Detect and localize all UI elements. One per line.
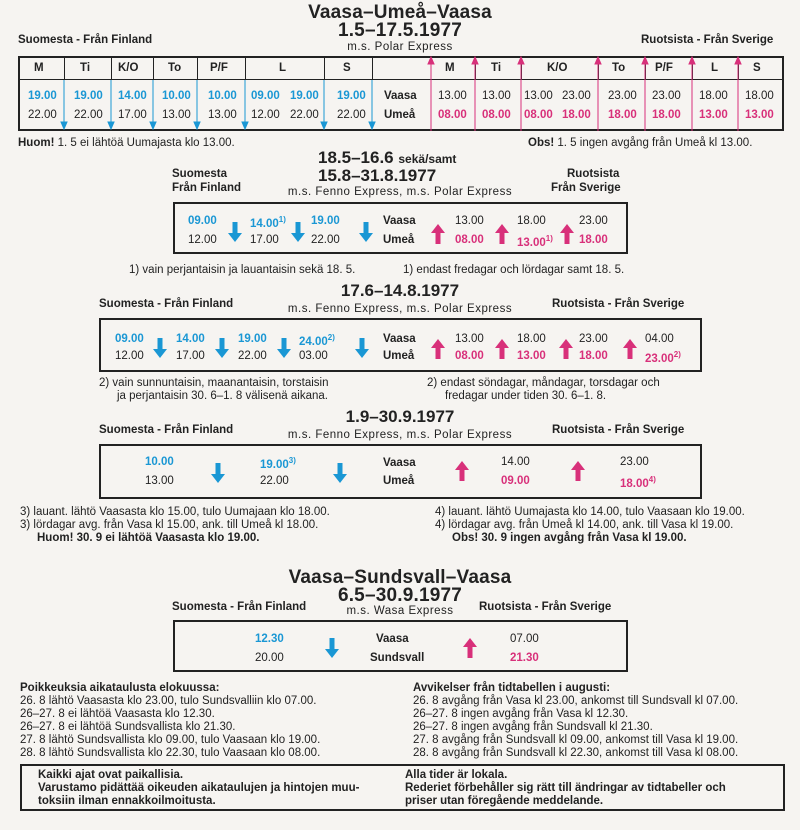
route1-ship: m.s. Polar Express — [347, 41, 453, 53]
fi-arr-umea: 13.00 — [208, 109, 237, 121]
footer-fi-1: Kaikki ajat ovat paikallisia. — [38, 769, 184, 781]
sv-dep-umea: 08.00 — [438, 109, 467, 121]
exceptions-fi-head: Poikkeuksia aikataulusta elokuussa: — [20, 682, 220, 694]
station-umea: Umeå — [384, 109, 416, 121]
arrow-up-icon — [495, 224, 509, 244]
period2-from-sv-2: Från Sverige — [551, 182, 621, 194]
footer-sv-2: Rederiet förbehåller sig rätt till ändringar av tidtabeller och — [405, 782, 726, 794]
sv-dep-umea: 08.00 — [524, 109, 553, 121]
arrow-up-icon — [623, 339, 637, 359]
p3-fi-umea: 03.00 — [299, 350, 328, 362]
station-vaasa: Vaasa — [376, 633, 409, 645]
station-umea: Umeå — [383, 475, 415, 487]
arrow-up-icon — [455, 461, 469, 481]
fi-arr-umea: 22.00 — [28, 109, 57, 121]
arrow-down-icon — [153, 338, 167, 358]
day-header: S — [343, 62, 351, 74]
arrow-down-icon — [277, 338, 291, 358]
arrow-up-icon — [463, 638, 477, 658]
sv-dep-umea: 13.00 — [699, 109, 728, 121]
fi-arr-umea: 22.00 — [337, 109, 366, 121]
sv-arr-vaasa: 18.00 — [745, 90, 774, 102]
r2-sv-dep: 21.30 — [510, 652, 539, 664]
period4-foot-sv-3: Obs! 30. 9 ingen avgång från Vasa kl 19.00. — [452, 532, 687, 544]
p2-fi-vaasa: 14.00$^{1)}$ — [250, 215, 286, 230]
period2-title-dates: 18.5–16.6 — [318, 148, 394, 167]
period4-foot-fi-3: Huom! 30. 9 ei lähtöä Vaasasta klo 19.00. — [37, 532, 260, 544]
fi-arr-umea: 12.00 — [251, 109, 280, 121]
period2-title-suffix: sekä/samt — [398, 152, 457, 166]
p4-sv-umea: 09.00 — [501, 475, 530, 487]
p3-sv-umea: 18.00 — [579, 350, 608, 362]
period4-from-sweden: Ruotsista - Från Sverige — [552, 424, 685, 436]
p2-fi-vaasa: 19.00 — [311, 215, 340, 227]
p4-fi-vaasa: 10.00 — [145, 456, 174, 468]
r2-fi-dep: 12.30 — [255, 633, 284, 645]
route1-from-finland: Suomesta - Från Finland — [18, 34, 153, 46]
sv-arr-vaasa: 23.00 — [608, 90, 637, 102]
day-header: M — [34, 62, 44, 74]
p2-fi-umea: 17.00 — [250, 234, 279, 246]
route2-ship: m.s. Wasa Express — [346, 605, 454, 617]
exceptions-sv-line: 26. 8 avgång från Vasa kl 23.00, ankomst till Sundsvall kl 07.00. — [413, 695, 739, 707]
route2-from-sweden: Ruotsista - Från Sverige — [479, 601, 612, 613]
p2-fi-umea: 12.00 — [188, 234, 217, 246]
p2-sv-umea: 13.00$^{1)}$ — [517, 234, 553, 249]
exceptions-sv-line: 28. 8 avgång från Sundsvall kl 22.30, ankomst till Vasa kl 08.00. — [413, 747, 739, 759]
exceptions-sv-line: 26–27. 8 ingen avgång från Vasa kl 12.30. — [413, 708, 629, 720]
period4-foot-sv-2: 4) lördagar avg. från Umeå kl 14.00, ank. till Vasa kl 19.00. — [435, 519, 734, 531]
arrow-up-icon — [431, 339, 445, 359]
period3-title: 17.6–14.8.1977 — [340, 281, 460, 300]
period3-ship: m.s. Fenno Express, m.s. Polar Express — [287, 303, 513, 315]
period4-ship: m.s. Fenno Express, m.s. Polar Express — [287, 429, 513, 441]
p3-fi-umea: 12.00 — [115, 350, 144, 362]
station-umea: Umeå — [383, 350, 415, 362]
period4-foot-fi-2: 3) lördagar avg. från Vasa kl 15.00, ank. till Umeå kl 18.00. — [20, 519, 319, 531]
route2-from-finland: Suomesta - Från Finland — [172, 601, 307, 613]
route2-title: Vaasa–Sundsvall–Vaasa — [288, 567, 512, 588]
footer-fi-3: toksiin ilman ennakkoilmoitusta. — [38, 795, 216, 807]
fi-dep-vaasa: 14.00 — [118, 90, 147, 102]
period2-from-fi-1: Suomesta — [172, 168, 227, 180]
exceptions-sv-head: Avvikelser från tidtabellen i augusti: — [413, 682, 611, 694]
p2-sv-vaasa: 23.00 — [579, 215, 608, 227]
exceptions-fi-line: 27. 8 lähtö Sundsvallista klo 09.00, tulo Vaasaan klo 19.00. — [20, 734, 321, 746]
arrow-down-icon — [211, 463, 225, 483]
day-header: L — [279, 62, 287, 74]
period3-foot-sv-1: 2) endast söndagar, måndagar, torsdagar och — [427, 377, 660, 389]
day-header: P/F — [210, 62, 228, 74]
p4-sv-umea: 18.00$^{4)}$ — [620, 475, 656, 490]
p4-fi-vaasa: 19.00$^{3)}$ — [260, 456, 296, 471]
day-header: P/F — [655, 62, 673, 74]
sv-dep-umea: 18.00 — [562, 109, 591, 121]
footer-sv-3: priser utan föregående meddelande. — [405, 795, 604, 807]
sv-dep-umea: 18.00 — [608, 109, 637, 121]
period2-ship: m.s. Fenno Express, m.s. Polar Express — [287, 186, 513, 198]
p2-sv-vaasa: 18.00 — [517, 215, 546, 227]
period3-foot-fi-1: 2) vain sunnuntaisin, maanantaisin, torstaisin — [99, 377, 329, 389]
sv-arr-vaasa: 13.00 — [482, 90, 511, 102]
footer-sv-1: Alla tider är lokala. — [405, 769, 508, 781]
fi-dep-vaasa: 10.00 — [208, 90, 237, 102]
sv-arr-vaasa: 23.00 — [562, 90, 591, 102]
fi-arr-umea: 13.00 — [162, 109, 191, 121]
period4-title: 1.9–30.9.1977 — [345, 407, 455, 426]
route1-period: 1.5–17.5.1977 — [337, 20, 463, 41]
p4-sv-vaasa: 23.00 — [620, 456, 649, 468]
period3-from-sweden: Ruotsista - Från Sverige — [552, 298, 685, 310]
p2-fi-vaasa: 09.00 — [188, 215, 217, 227]
sv-arr-vaasa: 23.00 — [652, 90, 681, 102]
exceptions-fi-line: 28. 8 lähtö Sundsvallista klo 22.30, tulo Vaasaan klo 08.00. — [20, 747, 321, 759]
p2-fi-umea: 22.00 — [311, 234, 340, 246]
period4-foot-sv-1: 4) lauant. lähtö Uumajasta klo 14.00, tulo Vaasaan klo 19.00. — [435, 506, 745, 518]
arrow-up-icon — [560, 224, 574, 244]
arrow-down-icon — [355, 338, 369, 358]
p3-fi-vaasa: 24.00$^{2)}$ — [299, 333, 335, 348]
station-vaasa: Vaasa — [383, 457, 416, 469]
station-sundsvall: Sundsvall — [370, 652, 425, 664]
period4-from-finland: Suomesta - Från Finland — [99, 424, 234, 436]
sv-arr-vaasa: 13.00 — [438, 90, 467, 102]
p4-fi-umea: 13.00 — [145, 475, 174, 487]
period2-from-fi-2: Från Finland — [172, 182, 241, 194]
footer-fi-2: Varustamo pidättää oikeuden aikataulujen ja hintojen muu- — [38, 782, 360, 794]
sv-dep-umea: 18.00 — [652, 109, 681, 121]
exceptions-fi-line: 26–27. 8 ei lähtöä Sundsvallista klo 21.30. — [20, 721, 236, 733]
day-header: K/O — [547, 62, 568, 74]
p3-fi-umea: 17.00 — [176, 350, 205, 362]
period2-foot-fi: 1) vain perjantaisin ja lauantaisin sekä 18. 5. — [129, 264, 356, 276]
period3-from-finland: Suomesta - Från Finland — [99, 298, 234, 310]
day-header: To — [612, 62, 626, 74]
route1-note-sv: Obs! 1. 5 ingen avgång från Umeå kl 13.00. — [528, 137, 753, 149]
fi-dep-vaasa: 19.00 — [290, 90, 319, 102]
p3-sv-umea: 08.00 — [455, 350, 484, 362]
fi-arr-umea: 17.00 — [118, 109, 147, 121]
period2-from-sv-1: Ruotsista — [567, 168, 620, 180]
arrow-up-icon — [559, 339, 573, 359]
p3-sv-umea: 13.00 — [517, 350, 546, 362]
p3-sv-vaasa: 23.00 — [579, 333, 608, 345]
p3-sv-umea: 23.00$^{2)}$ — [645, 350, 681, 365]
day-header: Ti — [80, 62, 91, 74]
p3-fi-umea: 22.00 — [238, 350, 267, 362]
fi-dep-vaasa: 19.00 — [74, 90, 103, 102]
r2-fi-arr: 20.00 — [255, 652, 284, 664]
day-header: K/O — [118, 62, 139, 74]
station-umea: Umeå — [383, 234, 415, 246]
fi-dep-vaasa: 09.00 — [251, 90, 280, 102]
station-vaasa: Vaasa — [383, 333, 416, 345]
p3-sv-vaasa: 18.00 — [517, 333, 546, 345]
period4-foot-fi-1: 3) lauant. lähtö Vaasasta klo 15.00, tulo Uumajaan klo 18.00. — [20, 506, 330, 518]
p3-sv-vaasa: 04.00 — [645, 333, 674, 345]
day-header: Ti — [491, 62, 502, 74]
arrow-down-icon — [215, 338, 229, 358]
p3-fi-vaasa: 19.00 — [238, 333, 267, 345]
route1-from-sweden: Ruotsista - Från Sverige — [641, 34, 774, 46]
route2-period: 6.5–30.9.1977 — [337, 585, 463, 606]
p3-fi-vaasa: 09.00 — [115, 333, 144, 345]
arrow-up-icon — [495, 339, 509, 359]
exceptions-sv-line: 27. 8 avgång från Sundsvall kl 09.00, ankomst till Vasa kl 19.00. — [413, 734, 739, 746]
p3-fi-vaasa: 14.00 — [176, 333, 205, 345]
p2-sv-umea: 08.00 — [455, 234, 484, 246]
fi-arr-umea: 22.00 — [290, 109, 319, 121]
arrow-down-icon — [325, 638, 339, 658]
sv-dep-umea: 13.00 — [745, 109, 774, 121]
route1-title: Vaasa–Umeå–Vaasa — [308, 2, 492, 23]
p4-sv-vaasa: 14.00 — [501, 456, 530, 468]
arrow-down-icon — [359, 222, 373, 242]
r2-sv-arr: 07.00 — [510, 633, 539, 645]
period2-title2: 15.8–31.8.1977 — [318, 166, 437, 185]
period2-foot-sv: 1) endast fredagar och lördagar samt 18. 5. — [403, 264, 625, 276]
day-header: To — [168, 62, 182, 74]
station-vaasa: Vaasa — [384, 90, 417, 102]
sv-arr-vaasa: 18.00 — [699, 90, 728, 102]
sv-arr-vaasa: 13.00 — [524, 90, 553, 102]
exceptions-fi-line: 26. 8 lähtö Vaasasta klo 23.00, tulo Sundsvalliin klo 07.00. — [20, 695, 317, 707]
arrow-down-icon — [228, 222, 242, 242]
arrow-up-icon — [431, 224, 445, 244]
fi-dep-vaasa: 10.00 — [162, 90, 191, 102]
station-vaasa: Vaasa — [383, 215, 416, 227]
period3-foot-fi-2: ja perjantaisin 30. 6–1. 8 välisenä aikana. — [117, 390, 328, 402]
fi-arr-umea: 22.00 — [74, 109, 103, 121]
sv-dep-umea: 08.00 — [482, 109, 511, 121]
fi-dep-vaasa: 19.00 — [28, 90, 57, 102]
arrow-down-icon — [333, 463, 347, 483]
day-header: L — [711, 62, 719, 74]
arrow-down-icon — [291, 222, 305, 242]
arrow-up-icon — [571, 461, 585, 481]
p2-sv-umea: 18.00 — [579, 234, 608, 246]
exceptions-sv-line: 26–27. 8 ingen avgång från Sundsvall kl 21.30. — [413, 721, 653, 733]
fi-dep-vaasa: 19.00 — [337, 90, 366, 102]
period3-foot-sv-2: fredagar under tiden 30. 6–1. 8. — [445, 390, 607, 402]
p2-sv-vaasa: 13.00 — [455, 215, 484, 227]
day-header: S — [753, 62, 761, 74]
p4-fi-umea: 22.00 — [260, 475, 289, 487]
route1-note-fi: Huom! 1. 5 ei lähtöä Uumajasta klo 13.00. — [18, 137, 235, 149]
exceptions-fi-line: 26–27. 8 ei lähtöä Vaasasta klo 12.30. — [20, 708, 215, 720]
p3-sv-vaasa: 13.00 — [455, 333, 484, 345]
day-header: M — [445, 62, 455, 74]
